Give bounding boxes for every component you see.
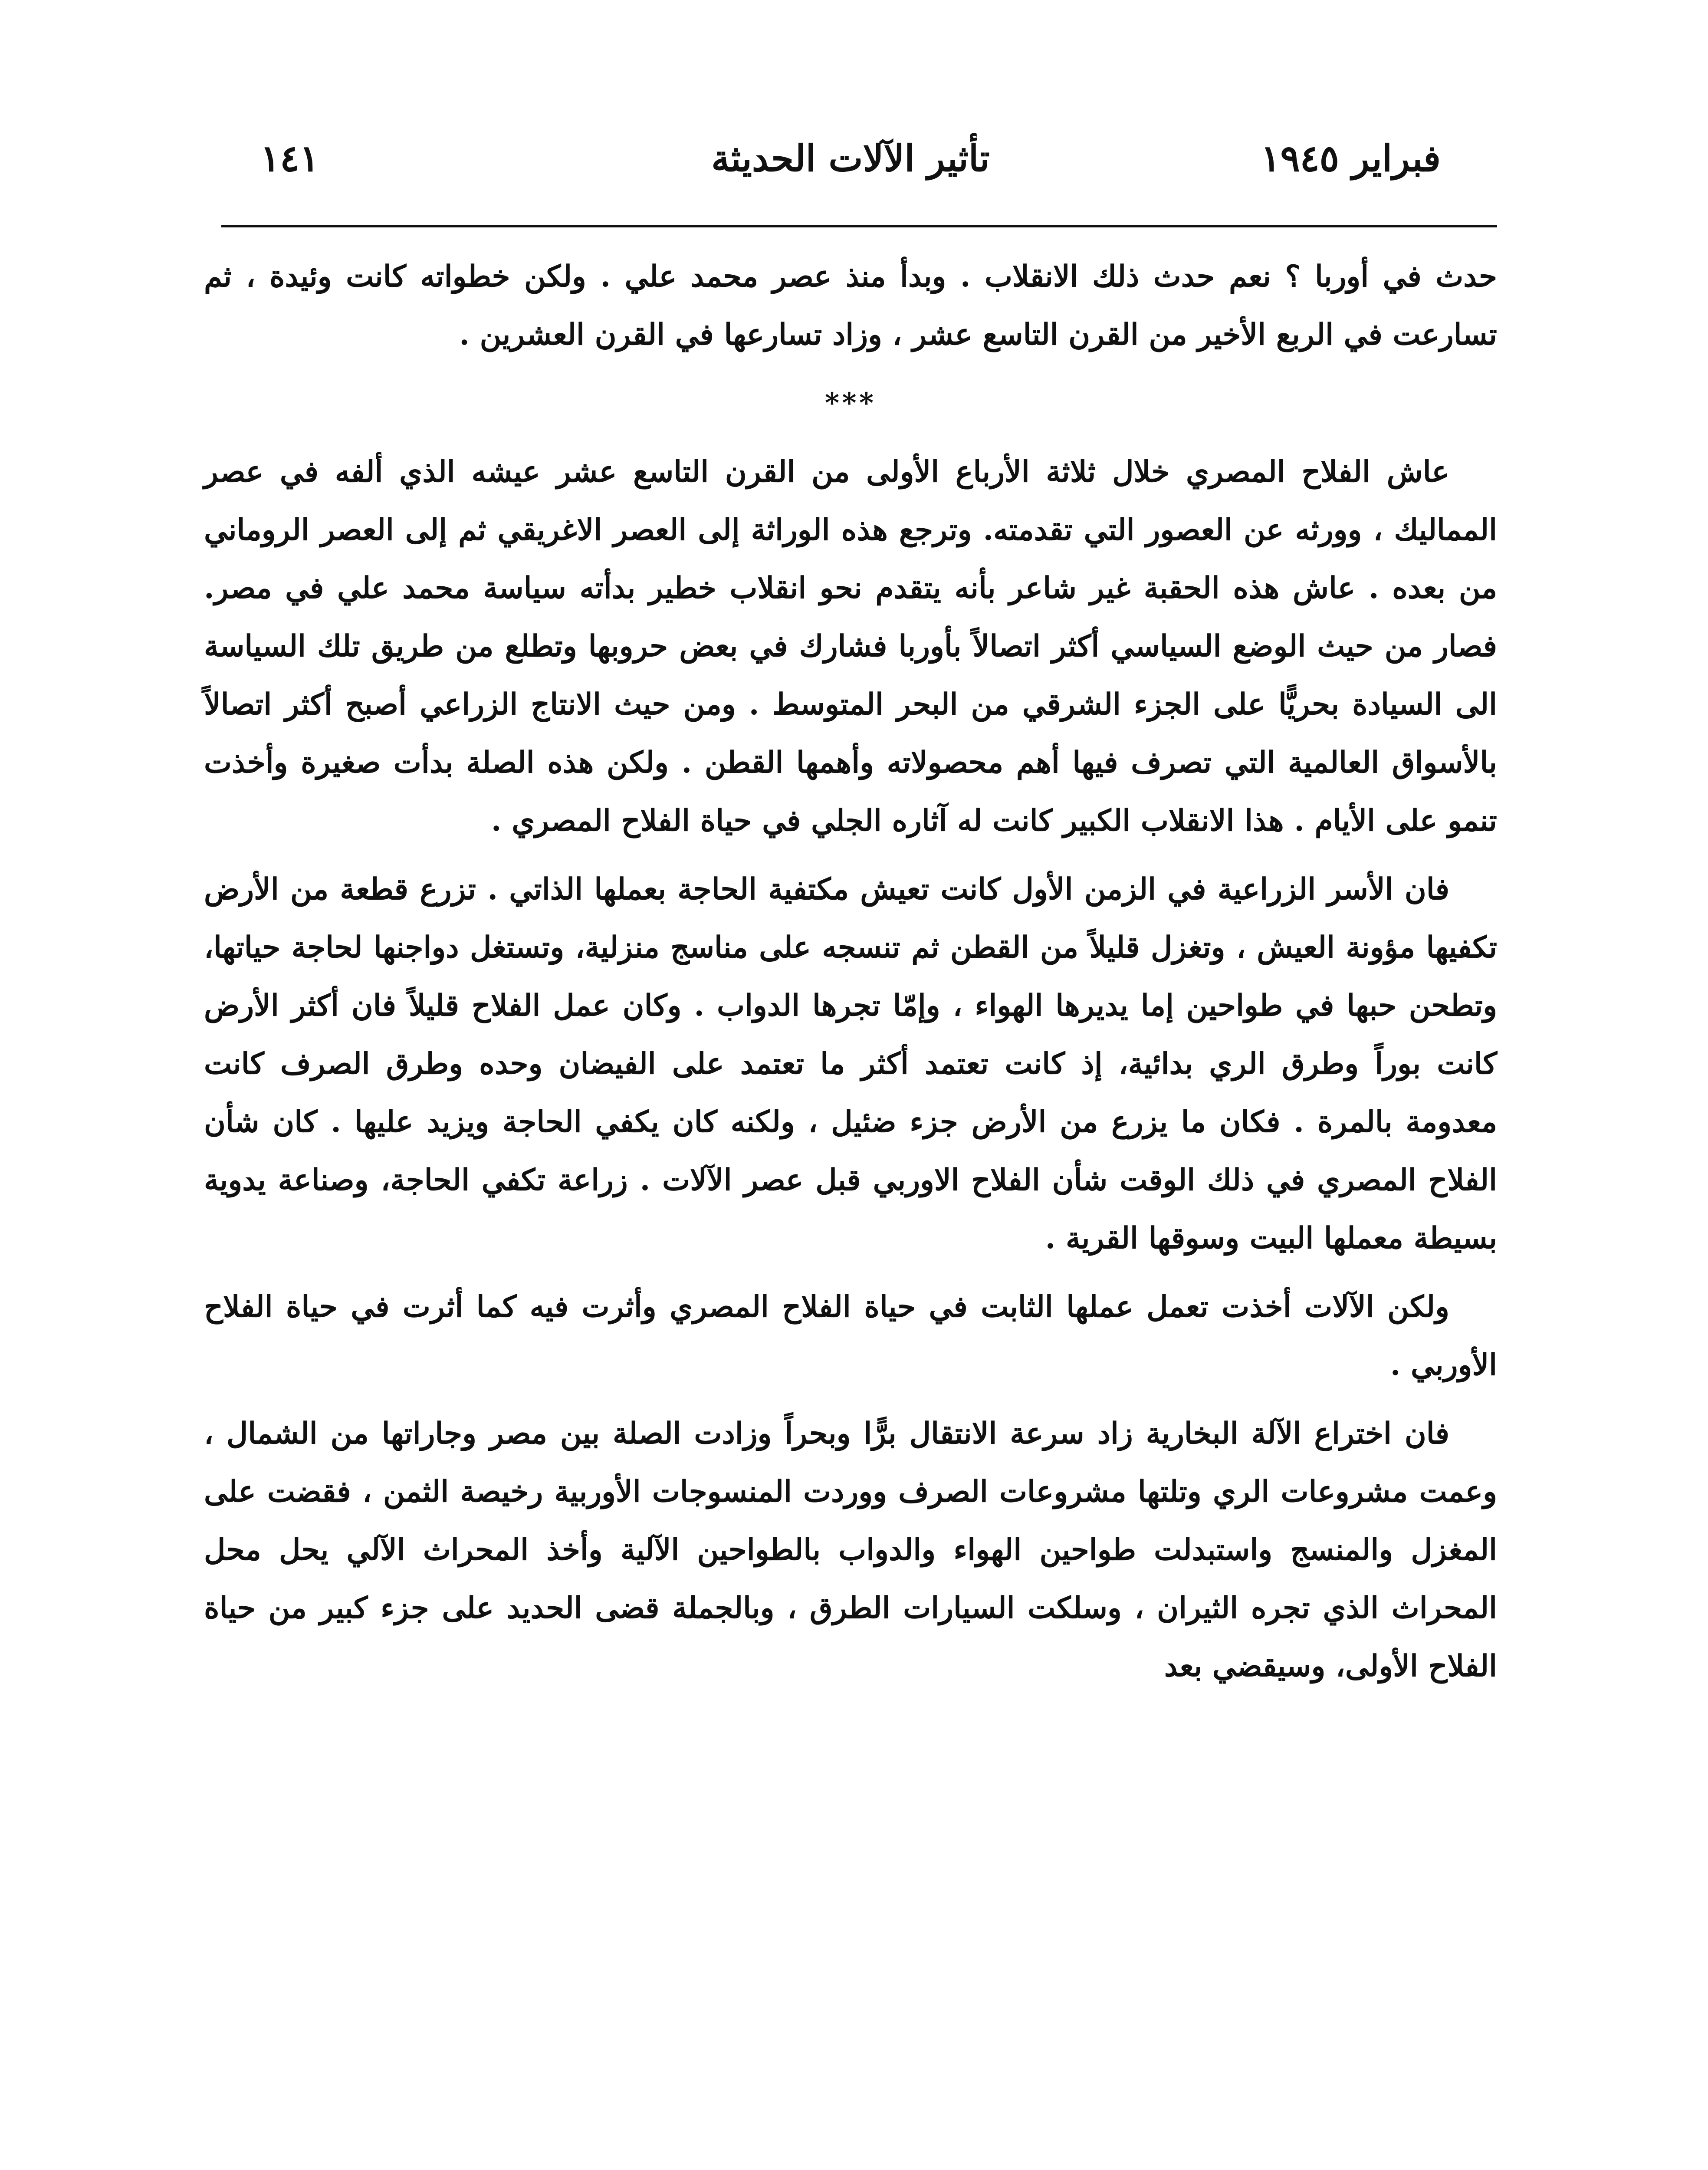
running-title: تأثير الآلات الحديثة (711, 137, 990, 180)
page-header (204, 122, 1497, 195)
paragraph-4: ولكن الآلات أخذت تعمل عملها الثابت في حياة الفلاح المصري وأثرت فيه كما أثرت في حياة الفلاح الأوربي . (204, 1289, 1497, 1382)
section-separator: *** (824, 387, 877, 419)
body-text (204, 247, 1497, 1706)
issue-date: فبراير ١٩٤٥ (1261, 137, 1441, 180)
page-number: ١٤١ (260, 137, 319, 180)
paragraph-3: فان الأسر الزراعية في الزمن الأول كانت تعيش مكتفية الحاجة بعملها الذاتي . تزرع قطعة من الأرض تكفيها مؤونة العيش ، وتغزل قليلاً من القطن ثم تنسجه على مناسج منزلية، وتستغل دواجنها لحاجة حياتها، وتطحن حبها في طواحين إما يديرها الهواء ، وإمّا تجرها الدواب . وكان عمل الفلاح قليلاً فان أكثر الأرض كانت بوراً وطرق الري بدائية، إذ كانت تعتمد أكثر ما تعتمد على الفيضان وحده وطرق الصرف كانت معدومة بالمرة . فكان ما يزرع من الأرض جزء ضئيل ، ولكنه كان يكفي الحاجة ويزيد عليها . كان شأن الفلاح المصري في ذلك الوقت شأن الفلاح الاوربي قبل عصر الآلات . زراعة تكفي الحاجة، وصناعة يدوية بسيطة معملها البيت وسوقها القرية . (204, 872, 1497, 1256)
paragraph-5: فان اختراع الآلة البخارية زاد سرعة الانتقال برًّا وبحراً وزادت الصلة بين مصر وجاراتها من الشمال ، وعمت مشروعات الري وتلتها مشروعات الصرف ووردت المنسوجات الأوربية رخيصة الثمن ، فقضت على المغزل والمنسج واستبدلت طواحين الهواء والدواب بالطواحين الآلية وأخذ المحراث الآلي يحل محل المحراث الذي تجره الثيران ، وسلكت السيارات الطرق ، وبالجملة قضى الحديد على جزء كبير من حياة الفلاح الأولى، وسيقضي بعد (204, 1416, 1497, 1683)
book-page (204, 122, 1497, 2170)
paragraph-2: عاش الفلاح المصري خلال ثلاثة الأرباع الأولى من القرن التاسع عشر عيشه الذي ألفه في عصر المماليك ، وورثه عن العصور التي تقدمته. وترجع هذه الوراثة إلى العصر الاغريقي ثم إلى العصر الروماني من بعده . عاش هذه الحقبة غير شاعر بأنه يتقدم نحو انقلاب خطير بدأته سياسة محمد علي في مصر. فصار من حيث الوضع السياسي أكثر اتصالاً بأوربا فشارك في بعض حروبها وتطلع من طريق تلك السياسة الى السيادة بحريًّا على الجزء الشرقي من البحر المتوسط . ومن حيث الانتاج الزراعي أصبح أكثر اتصالاً بالأسواق العالمية التي تصرف فيها أهم محصولاته وأهمها القطن . ولكن هذه الصلة بدأت صغيرة وأخذت تنمو على الأيام . هذا الانقلاب الكبير كانت له آثاره الجلي في حياة الفلاح المصري . (204, 454, 1498, 838)
header-rule (221, 225, 1497, 227)
paragraph-1: حدث في أوربا ؟ نعم حدث ذلك الانقلاب . وبدأ منذ عصر محمد علي . ولكن خطواته كانت وئيدة ، ثم تسارعت في الربع الأخير من القرن التاسع عشر ، وزاد تسارعها في القرن العشرين . (204, 259, 1497, 352)
